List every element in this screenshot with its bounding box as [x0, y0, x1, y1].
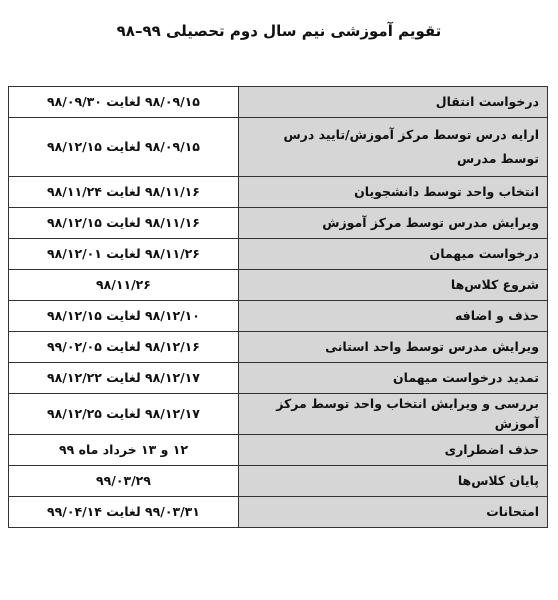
table-row	[9, 208, 548, 239]
table-row	[9, 118, 548, 177]
activity-cell: درخواست انتقال	[239, 87, 548, 118]
activity-cell: انتخاب واحد توسط دانشجویان	[239, 177, 548, 208]
date-cell: ۹۸/۱۱/۲۶	[9, 270, 239, 301]
table-row	[9, 466, 548, 497]
table-row	[9, 87, 548, 118]
table-row	[9, 363, 548, 394]
table-row	[9, 332, 548, 363]
date-cell: ۹۸/۰۹/۱۵ لغایت ۹۸/۱۲/۱۵	[9, 118, 239, 177]
table-row	[9, 177, 548, 208]
date-cell: ۹۸/۱۱/۱۶ لغایت ۹۸/۱۱/۲۴	[9, 177, 239, 208]
activity-cell: پایان کلاس‌ها	[239, 466, 548, 497]
activity-cell: تمدید درخواست میهمان	[239, 363, 548, 394]
date-cell: ۹۸/۱۲/۱۶ لغایت ۹۹/۰۲/۰۵	[9, 332, 239, 363]
activity-cell: ویرایش مدرس توسط مرکز آموزش	[239, 208, 548, 239]
date-cell: ۱۲ و ۱۳ خرداد ماه ۹۹	[9, 435, 239, 466]
activity-cell: امتحانات	[239, 497, 548, 528]
date-cell: ۹۹/۰۳/۳۱ لغایت ۹۹/۰۴/۱۴	[9, 497, 239, 528]
activity-cell: شروع کلاس‌ها	[239, 270, 548, 301]
activity-cell: ویرایش مدرس توسط واحد استانی	[239, 332, 548, 363]
date-cell: ۹۸/۱۲/۱۷ لغایت ۹۸/۱۲/۲۲	[9, 363, 239, 394]
activity-cell: حذف و اضافه	[239, 301, 548, 332]
date-cell: ۹۸/۱۲/۱۰ لغایت ۹۸/۱۲/۱۵	[9, 301, 239, 332]
date-cell: ۹۸/۱۱/۲۶ لغایت ۹۸/۱۲/۰۱	[9, 239, 239, 270]
table-row	[9, 301, 548, 332]
table-row	[9, 394, 548, 435]
table-row	[9, 270, 548, 301]
activity-cell: حذف اضطراری	[239, 435, 548, 466]
table-row	[9, 497, 548, 528]
date-cell: ۹۸/۱۲/۱۷ لغایت ۹۸/۱۲/۲۵	[9, 394, 239, 435]
table-row	[9, 435, 548, 466]
activity-cell: درخواست میهمان	[239, 239, 548, 270]
date-cell: ۹۸/۱۱/۱۶ لغایت ۹۸/۱۲/۱۵	[9, 208, 239, 239]
table-row	[9, 239, 548, 270]
activity-cell: بررسی و ویرایش انتخاب واحد توسط مرکز آموزش	[239, 394, 548, 435]
page-title: تقویم آموزشی نیم سال دوم تحصیلی ۹۹–۹۸	[116, 22, 442, 40]
activity-cell: ارایه درس توسط مرکز آموزش/تایید درس توسط مدرس	[239, 118, 548, 177]
date-cell: ۹۸/۰۹/۱۵ لغایت ۹۸/۰۹/۳۰	[9, 87, 239, 118]
academic-calendar-table	[8, 86, 548, 528]
date-cell: ۹۹/۰۳/۲۹	[9, 466, 239, 497]
